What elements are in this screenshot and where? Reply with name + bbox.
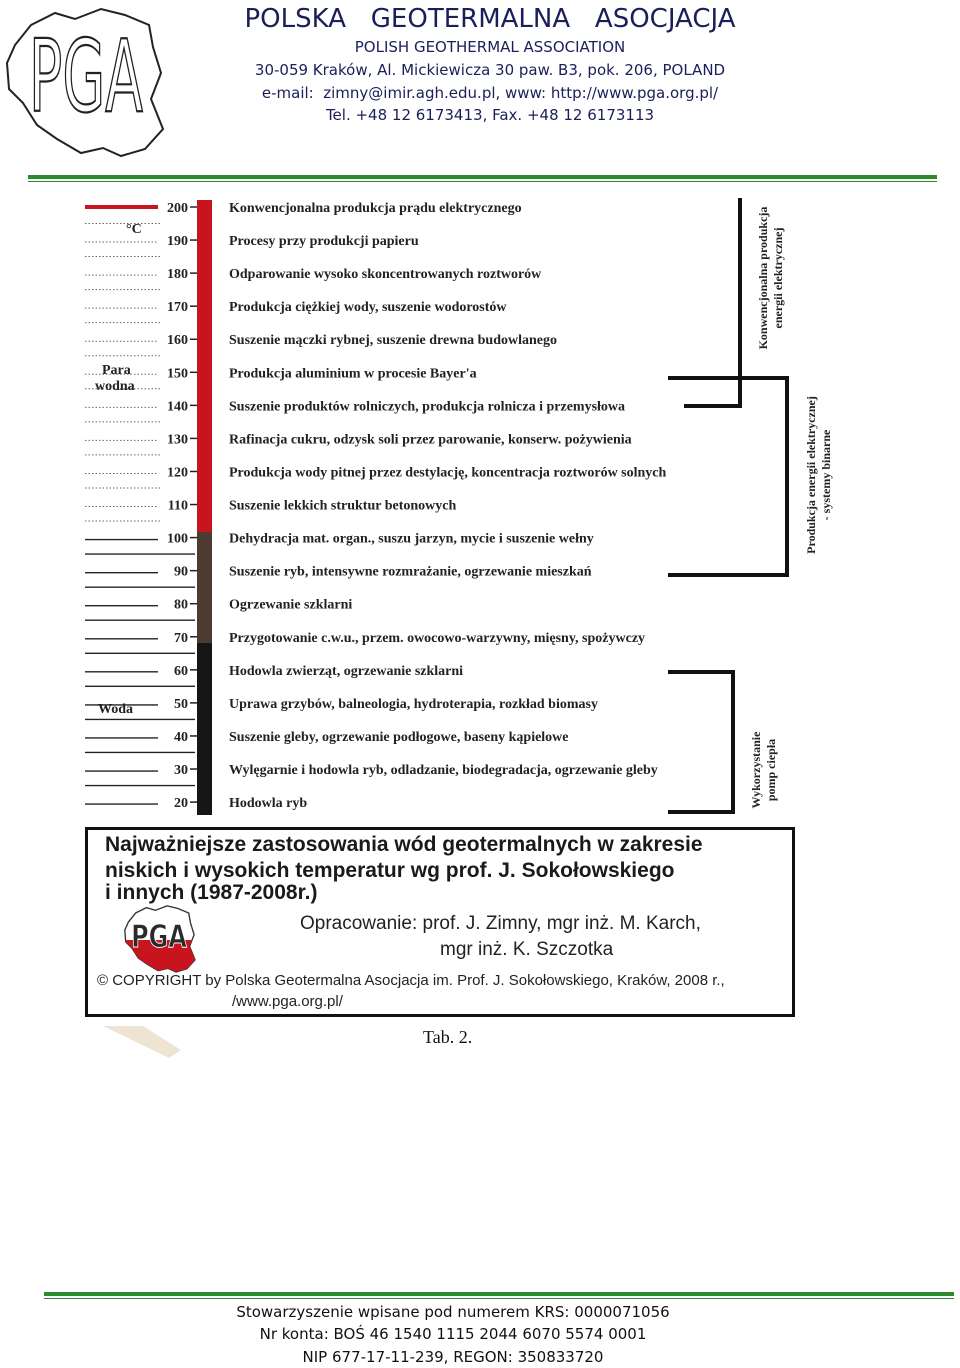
small-logo-text: PGA: [131, 919, 188, 956]
application-label: Hodowla ryb: [229, 796, 308, 812]
watermark-chevron: [103, 1026, 181, 1058]
bracket-label-line: - systemy binarne: [819, 429, 833, 521]
temperature-label: 130: [167, 432, 188, 448]
temperature-label: 90: [174, 564, 188, 580]
table-label: Tab. 2.: [423, 1027, 473, 1047]
application-label: Suszenie gleby, ogrzewanie podłogowe, baseny kąpielowe: [229, 729, 569, 745]
logo-text: PGA: [29, 18, 143, 135]
application-label: Produkcja aluminium w procesie Bayer'a: [229, 366, 477, 382]
application-label: Suszenie lekkich struktur betonowych: [229, 498, 457, 514]
application-label: Dehydracja mat. organ., suszu jarzyn, mycie i suszenie wełny: [229, 531, 594, 547]
temperature-label: 180: [167, 267, 188, 283]
watermark-shape: [95, 1018, 215, 1063]
bracket-label-line: Produkcja energii elektrycznej: [804, 396, 818, 554]
water-label: Woda: [98, 702, 134, 717]
temperature-label: 160: [167, 333, 188, 349]
temperature-applications-diagram: [0, 190, 960, 830]
temperature-label: 190: [167, 234, 188, 250]
application-label: Hodowla zwierząt, ogrzewanie szklarni: [229, 663, 464, 679]
thermometer-bar-cold: [197, 643, 212, 815]
bracket-label-heat-pumps: [749, 731, 778, 809]
application-label: Suszenie ryb, intensywne rozmrażanie, ogrzewanie mieszkań: [229, 564, 592, 580]
caption-title-line: niskich i wysokich temperatur wg prof. J. Sokołowskiego: [105, 859, 675, 882]
caption-copyright-line: /www.pga.org.pl/: [232, 993, 343, 1010]
application-label: Odparowanie wysoko skoncentrowanych roztworów: [229, 267, 542, 283]
temperature-label: 80: [174, 597, 188, 613]
temperature-label: 100: [167, 531, 188, 547]
organization-subtitle: POLISH GEOTHERMAL ASSOCIATION: [354, 38, 626, 56]
application-label: Suszenie mączki rybnej, suszenie drewna budowlanego: [229, 333, 557, 349]
bracket-label-binary-power: [804, 396, 833, 554]
header-divider-thin: [28, 181, 937, 182]
scale-rows: [85, 201, 667, 811]
steam-label-line2: wodna: [95, 379, 135, 394]
caption-authors-line: Opracowanie: prof. J. Zimny, mgr inż. M. Karch,: [300, 913, 701, 934]
organization-contact: e-mail: zimny@imir.agh.edu.pl, www: http://www.pga.org.pl/: [261, 84, 719, 102]
temperature-label: 30: [174, 763, 188, 779]
bracket-label-conventional-power: [756, 207, 785, 350]
application-label: Uprawa grzybów, balneologia, hydroterapia, rozkład biomasy: [229, 696, 598, 712]
bracket-label-line: pomp ciepła: [764, 738, 778, 802]
temperature-label: 60: [174, 663, 188, 679]
thermometer-bar-warm: [197, 532, 212, 643]
temperature-label: 200: [167, 201, 188, 216]
application-label: Produkcja ciężkiej wody, suszenie wodorostów: [229, 300, 507, 316]
application-label: Procesy przy produkcji papieru: [229, 234, 419, 250]
footer-tax-ids: NIP 677-17-11-239, REGON: 350833720: [302, 1348, 604, 1366]
caption-title-line: i innych (1987-2008r.): [105, 881, 318, 904]
steam-label-line1: Para: [102, 363, 131, 378]
temperature-label: 140: [167, 399, 188, 415]
thermometer-bar-hot: [197, 200, 212, 532]
organization-address: 30-059 Kraków, Al. Mickiewicza 30 paw. B3, pok. 206, POLAND: [254, 61, 726, 79]
temperature-label: 20: [174, 796, 188, 812]
organization-phone: Tel. +48 12 6173413, Fax. +48 12 6173113: [325, 106, 655, 124]
bracket-label-line: energii elektrycznej: [771, 227, 785, 329]
caption-box: [85, 827, 795, 1017]
footer-divider-thin: [44, 1298, 954, 1299]
bracket-label-line: Wykorzystanie: [749, 731, 763, 809]
application-label: Wylęgarnie i hodowla ryb, odladzanie, biodegradacja, ogrzewanie gleby: [229, 763, 658, 779]
caption-authors-line: mgr inż. K. Szczotka: [440, 939, 614, 960]
temperature-label: 40: [174, 729, 188, 745]
organization-title: POLSKA GEOTERMALNA ASOCJACJA: [244, 4, 736, 34]
application-label: Przygotowanie c.w.u., przem. owocowo-warzywny, mięsny, spożywczy: [229, 630, 646, 646]
temperature-label: 110: [167, 498, 188, 514]
bracket-heat-pumps: [668, 672, 733, 812]
pga-logo: [3, 3, 163, 158]
temperature-label: 120: [167, 465, 188, 481]
application-label: Rafinacja cukru, odzysk soli przez parowanie, konserw. pożywienia: [229, 432, 632, 448]
bracket-conventional-power: [684, 198, 740, 406]
application-label: Konwencjonalna produkcja prądu elektrycznego: [229, 201, 522, 216]
temperature-label: 50: [174, 696, 188, 712]
bracket-label-line: Konwencjonalna produkcja: [756, 206, 770, 350]
application-label: Ogrzewanie szklarni: [229, 597, 353, 613]
pga-small-logo: [123, 903, 195, 973]
application-label: Suszenie produktów rolniczych, produkcja rolnicza i przemysłowa: [229, 399, 626, 415]
application-label: Produkcja wody pitnej przez destylację, koncentracja roztworów solnych: [229, 465, 667, 481]
footer-divider: [44, 1292, 954, 1296]
temperature-label: 150: [167, 366, 188, 382]
caption-title-line: Najważniejsze zastosowania wód geotermalnych w zakresie: [105, 833, 703, 856]
temperature-label: 70: [174, 630, 188, 646]
caption-copyright-line: © COPYRIGHT by Polska Geotermalna Asocjacja im. Prof. J. Sokołowskiego, Kraków, 2008 r.,: [97, 972, 725, 989]
header-divider: [28, 175, 937, 179]
unit-label: °C: [126, 222, 142, 237]
temperature-label: 170: [167, 300, 188, 316]
footer-bank-account: Nr konta: BOŚ 46 1540 1115 2044 6070 5574 0001: [259, 1325, 647, 1343]
footer-registration: Stowarzyszenie wpisane pod numerem KRS: 0000071056: [236, 1303, 670, 1321]
